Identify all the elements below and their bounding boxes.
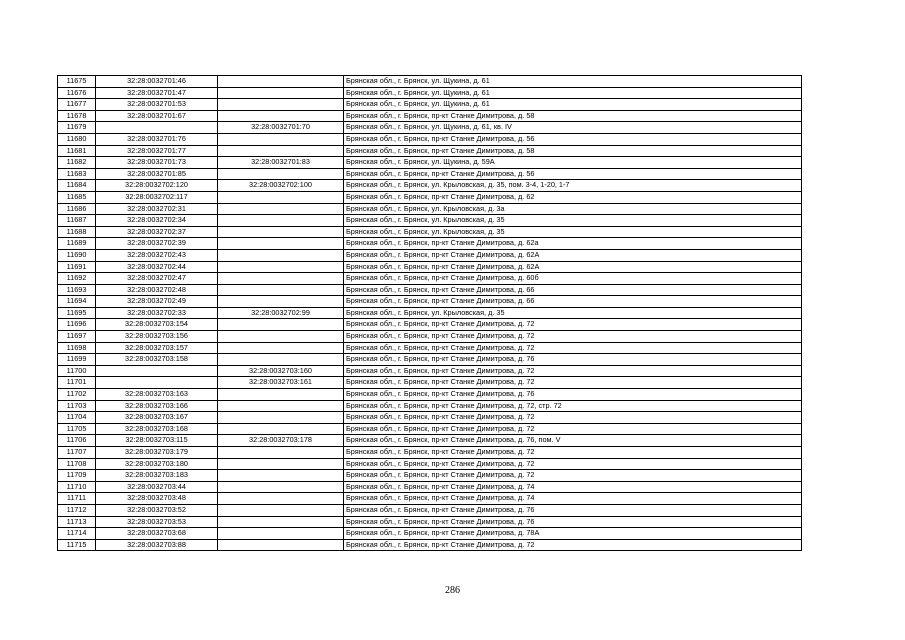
row-number-cell: 11692: [58, 273, 96, 285]
cadastral-number-cell: 32:28:0032701:46: [96, 76, 218, 88]
related-cadastral-number-cell: [218, 284, 344, 296]
cadastral-number-cell: 32:28:0032703:156: [96, 331, 218, 343]
row-number-cell: 11684: [58, 180, 96, 192]
related-cadastral-number-cell: [218, 539, 344, 551]
cadastral-number-cell: 32:28:0032702:44: [96, 261, 218, 273]
address-cell: Брянская обл., г. Брянск, пр-кт Станке Димитрова, д. 62А: [344, 261, 802, 273]
table-row: [58, 249, 802, 261]
cadastral-number-cell: 32:28:0032703:166: [96, 400, 218, 412]
related-cadastral-number-cell: [218, 423, 344, 435]
address-cell: Брянская обл., г. Брянск, пр-кт Станке Димитрова, д. 76: [344, 389, 802, 401]
table-row: [58, 365, 802, 377]
related-cadastral-number-cell: [218, 145, 344, 157]
address-cell: Брянская обл., г. Брянск, пр-кт Станке Димитрова, д. 76: [344, 354, 802, 366]
related-cadastral-number-cell: [218, 168, 344, 180]
table-row: [58, 145, 802, 157]
cadastral-number-cell: 32:28:0032701:76: [96, 133, 218, 145]
related-cadastral-number-cell: [218, 389, 344, 401]
related-cadastral-number-cell: 32:28:0032703:178: [218, 435, 344, 447]
address-cell: Брянская обл., г. Брянск, ул. Крыловская, д. 3а: [344, 203, 802, 215]
row-number-cell: 11681: [58, 145, 96, 157]
table-row: [58, 423, 802, 435]
address-cell: Брянская обл., г. Брянск, пр-кт Станке Димитрова, д. 74: [344, 493, 802, 505]
cadastral-number-cell: [96, 122, 218, 134]
table-row: [58, 377, 802, 389]
cadastral-number-cell: 32:28:0032703:167: [96, 412, 218, 424]
related-cadastral-number-cell: [218, 331, 344, 343]
row-number-cell: 11715: [58, 539, 96, 551]
row-number-cell: 11713: [58, 516, 96, 528]
cadastral-number-cell: [96, 365, 218, 377]
related-cadastral-number-cell: [218, 76, 344, 88]
address-cell: Брянская обл., г. Брянск, пр-кт Станке Димитрова, д. 62: [344, 191, 802, 203]
related-cadastral-number-cell: 32:28:0032702:99: [218, 307, 344, 319]
cadastral-number-cell: 32:28:0032702:47: [96, 273, 218, 285]
table-row: [58, 273, 802, 285]
cadastral-number-cell: 32:28:0032701:53: [96, 99, 218, 111]
address-cell: Брянская обл., г. Брянск, пр-кт Станке Димитрова, д. 76: [344, 504, 802, 516]
address-cell: Брянская обл., г. Брянск, пр-кт Станке Димитрова, д. 56: [344, 168, 802, 180]
related-cadastral-number-cell: [218, 261, 344, 273]
address-cell: Брянская обл., г. Брянск, пр-кт Станке Димитрова, д. 72: [344, 365, 802, 377]
row-number-cell: 11709: [58, 470, 96, 482]
address-cell: Брянская обл., г. Брянск, пр-кт Станке Димитрова, д. 72: [344, 377, 802, 389]
cadastral-number-cell: 32:28:0032703:52: [96, 504, 218, 516]
cadastral-number-cell: 32:28:0032702:117: [96, 191, 218, 203]
table-row: [58, 122, 802, 134]
related-cadastral-number-cell: [218, 87, 344, 99]
cadastral-number-cell: 32:28:0032703:115: [96, 435, 218, 447]
cadastral-number-cell: 32:28:0032703:168: [96, 423, 218, 435]
address-cell: Брянская обл., г. Брянск, пр-кт Станке Димитрова, д. 72: [344, 331, 802, 343]
row-number-cell: 11694: [58, 296, 96, 308]
related-cadastral-number-cell: [218, 99, 344, 111]
table-row: [58, 110, 802, 122]
records-table-body: [58, 76, 802, 551]
address-cell: Брянская обл., г. Брянск, пр-кт Станке Димитрова, д. 78А: [344, 528, 802, 540]
row-number-cell: 11678: [58, 110, 96, 122]
address-cell: Брянская обл., г. Брянск, ул. Щукина, д. 61, кв. IV: [344, 122, 802, 134]
address-cell: Брянская обл., г. Брянск, пр-кт Станке Димитрова, д. 66: [344, 284, 802, 296]
related-cadastral-number-cell: [218, 203, 344, 215]
related-cadastral-number-cell: [218, 458, 344, 470]
table-row: [58, 226, 802, 238]
table-row: [58, 261, 802, 273]
cadastral-number-cell: 32:28:0032702:33: [96, 307, 218, 319]
cadastral-number-cell: 32:28:0032703:154: [96, 319, 218, 331]
row-number-cell: 11711: [58, 493, 96, 505]
address-cell: Брянская обл., г. Брянск, пр-кт Станке Димитрова, д. 66: [344, 296, 802, 308]
table-row: [58, 168, 802, 180]
row-number-cell: 11700: [58, 365, 96, 377]
related-cadastral-number-cell: [218, 481, 344, 493]
table-row: [58, 99, 802, 111]
address-cell: Брянская обл., г. Брянск, пр-кт Станке Димитрова, д. 74: [344, 481, 802, 493]
table-row: [58, 447, 802, 459]
cadastral-number-cell: 32:28:0032703:48: [96, 493, 218, 505]
table-row: [58, 528, 802, 540]
cadastral-number-cell: 32:28:0032702:31: [96, 203, 218, 215]
related-cadastral-number-cell: [218, 133, 344, 145]
row-number-cell: 11679: [58, 122, 96, 134]
related-cadastral-number-cell: [218, 516, 344, 528]
address-cell: Брянская обл., г. Брянск, ул. Крыловская, д. 35, пом. 3-4, 1-20, 1-7: [344, 180, 802, 192]
row-number-cell: 11676: [58, 87, 96, 99]
related-cadastral-number-cell: [218, 447, 344, 459]
related-cadastral-number-cell: 32:28:0032703:160: [218, 365, 344, 377]
cadastral-number-cell: 32:28:0032703:183: [96, 470, 218, 482]
table-row: [58, 516, 802, 528]
table-row: [58, 504, 802, 516]
related-cadastral-number-cell: 32:28:0032703:161: [218, 377, 344, 389]
address-cell: Брянская обл., г. Брянск, ул. Щукина, д. 61: [344, 99, 802, 111]
cadastral-number-cell: 32:28:0032703:180: [96, 458, 218, 470]
row-number-cell: 11699: [58, 354, 96, 366]
address-cell: Брянская обл., г. Брянск, пр-кт Станке Димитрова, д. 58: [344, 110, 802, 122]
row-number-cell: 11708: [58, 458, 96, 470]
related-cadastral-number-cell: [218, 412, 344, 424]
table-row: [58, 284, 802, 296]
table-row: [58, 470, 802, 482]
row-number-cell: 11693: [58, 284, 96, 296]
row-number-cell: 11691: [58, 261, 96, 273]
row-number-cell: 11687: [58, 215, 96, 227]
related-cadastral-number-cell: [218, 273, 344, 285]
row-number-cell: 11686: [58, 203, 96, 215]
row-number-cell: 11685: [58, 191, 96, 203]
cadastral-number-cell: 32:28:0032702:43: [96, 249, 218, 261]
row-number-cell: 11712: [58, 504, 96, 516]
address-cell: Брянская обл., г. Брянск, ул. Щукина, д. 59А: [344, 157, 802, 169]
address-cell: Брянская обл., г. Брянск, пр-кт Станке Димитрова, д. 72: [344, 423, 802, 435]
row-number-cell: 11695: [58, 307, 96, 319]
related-cadastral-number-cell: [218, 470, 344, 482]
address-cell: Брянская обл., г. Брянск, ул. Щукина, д. 61: [344, 76, 802, 88]
address-cell: Брянская обл., г. Брянск, пр-кт Станке Димитрова, д. 62А: [344, 249, 802, 261]
row-number-cell: 11689: [58, 238, 96, 250]
cadastral-number-cell: 32:28:0032703:157: [96, 342, 218, 354]
table-row: [58, 481, 802, 493]
cadastral-number-cell: 32:28:0032701:47: [96, 87, 218, 99]
row-number-cell: 11703: [58, 400, 96, 412]
table-row: [58, 493, 802, 505]
related-cadastral-number-cell: [218, 400, 344, 412]
cadastral-number-cell: 32:28:0032701:85: [96, 168, 218, 180]
related-cadastral-number-cell: [218, 238, 344, 250]
table-row: [58, 319, 802, 331]
address-cell: Брянская обл., г. Брянск, пр-кт Станке Димитрова, д. 72: [344, 447, 802, 459]
cadastral-number-cell: 32:28:0032703:53: [96, 516, 218, 528]
cadastral-number-cell: 32:28:0032703:68: [96, 528, 218, 540]
table-row: [58, 539, 802, 551]
table-row: [58, 435, 802, 447]
related-cadastral-number-cell: [218, 528, 344, 540]
row-number-cell: 11677: [58, 99, 96, 111]
table-row: [58, 76, 802, 88]
related-cadastral-number-cell: [218, 354, 344, 366]
row-number-cell: 11702: [58, 389, 96, 401]
address-cell: Брянская обл., г. Брянск, пр-кт Станке Димитрова, д. 76, пом. V: [344, 435, 802, 447]
address-cell: Брянская обл., г. Брянск, пр-кт Станке Димитрова, д. 58: [344, 145, 802, 157]
address-cell: Брянская обл., г. Брянск, пр-кт Станке Димитрова, д. 72: [344, 412, 802, 424]
related-cadastral-number-cell: [218, 319, 344, 331]
address-cell: Брянская обл., г. Брянск, пр-кт Станке Димитрова, д. 72: [344, 319, 802, 331]
related-cadastral-number-cell: [218, 226, 344, 238]
table-row: [58, 296, 802, 308]
table-row: [58, 238, 802, 250]
table-row: [58, 331, 802, 343]
table-row: [58, 400, 802, 412]
row-number-cell: 11690: [58, 249, 96, 261]
related-cadastral-number-cell: 32:28:0032701:83: [218, 157, 344, 169]
table-row: [58, 389, 802, 401]
cadastral-number-cell: 32:28:0032702:120: [96, 180, 218, 192]
table-row: [58, 342, 802, 354]
row-number-cell: 11698: [58, 342, 96, 354]
page-number: 286: [445, 585, 460, 596]
related-cadastral-number-cell: [218, 493, 344, 505]
cadastral-number-cell: 32:28:0032701:67: [96, 110, 218, 122]
related-cadastral-number-cell: [218, 342, 344, 354]
row-number-cell: 11705: [58, 423, 96, 435]
table-row: [58, 458, 802, 470]
address-cell: Брянская обл., г. Брянск, ул. Щукина, д. 61: [344, 87, 802, 99]
row-number-cell: 11701: [58, 377, 96, 389]
cadastral-number-cell: 32:28:0032702:39: [96, 238, 218, 250]
address-cell: Брянская обл., г. Брянск, пр-кт Станке Димитрова, д. 62а: [344, 238, 802, 250]
address-cell: Брянская обл., г. Брянск, пр-кт Станке Димитрова, д. 72, стр. 72: [344, 400, 802, 412]
records-table: [57, 75, 802, 551]
address-cell: Брянская обл., г. Брянск, пр-кт Станке Димитрова, д. 72: [344, 470, 802, 482]
row-number-cell: 11682: [58, 157, 96, 169]
row-number-cell: 11710: [58, 481, 96, 493]
row-number-cell: 11697: [58, 331, 96, 343]
table-row: [58, 307, 802, 319]
cadastral-number-cell: [96, 377, 218, 389]
cadastral-number-cell: 32:28:0032702:49: [96, 296, 218, 308]
address-cell: Брянская обл., г. Брянск, ул. Крыловская, д. 35: [344, 307, 802, 319]
related-cadastral-number-cell: [218, 191, 344, 203]
table-row: [58, 203, 802, 215]
table-row: [58, 191, 802, 203]
related-cadastral-number-cell: 32:28:0032702:100: [218, 180, 344, 192]
cadastral-number-cell: 32:28:0032703:163: [96, 389, 218, 401]
table-row: [58, 215, 802, 227]
cadastral-number-cell: 32:28:0032702:37: [96, 226, 218, 238]
row-number-cell: 11688: [58, 226, 96, 238]
address-cell: Брянская обл., г. Брянск, пр-кт Станке Димитрова, д. 72: [344, 539, 802, 551]
table-row: [58, 180, 802, 192]
cadastral-number-cell: 32:28:0032703:44: [96, 481, 218, 493]
cadastral-number-cell: 32:28:0032703:158: [96, 354, 218, 366]
table-row: [58, 133, 802, 145]
table-row: [58, 412, 802, 424]
table-row: [58, 157, 802, 169]
row-number-cell: 11704: [58, 412, 96, 424]
row-number-cell: 11707: [58, 447, 96, 459]
cadastral-number-cell: 32:28:0032703:179: [96, 447, 218, 459]
address-cell: Брянская обл., г. Брянск, пр-кт Станке Димитрова, д. 60б: [344, 273, 802, 285]
address-cell: Брянская обл., г. Брянск, пр-кт Станке Димитрова, д. 56: [344, 133, 802, 145]
table-row: [58, 87, 802, 99]
row-number-cell: 11696: [58, 319, 96, 331]
related-cadastral-number-cell: [218, 249, 344, 261]
row-number-cell: 11680: [58, 133, 96, 145]
row-number-cell: 11675: [58, 76, 96, 88]
related-cadastral-number-cell: [218, 296, 344, 308]
address-cell: Брянская обл., г. Брянск, пр-кт Станке Димитрова, д. 76: [344, 516, 802, 528]
address-cell: Брянская обл., г. Брянск, ул. Крыловская, д. 35: [344, 215, 802, 227]
address-cell: Брянская обл., г. Брянск, ул. Крыловская, д. 35: [344, 226, 802, 238]
cadastral-number-cell: 32:28:0032701:73: [96, 157, 218, 169]
address-cell: Брянская обл., г. Брянск, пр-кт Станке Димитрова, д. 72: [344, 458, 802, 470]
row-number-cell: 11706: [58, 435, 96, 447]
cadastral-number-cell: 32:28:0032703:88: [96, 539, 218, 551]
table-row: [58, 354, 802, 366]
address-cell: Брянская обл., г. Брянск, пр-кт Станке Димитрова, д. 72: [344, 342, 802, 354]
row-number-cell: 11714: [58, 528, 96, 540]
row-number-cell: 11683: [58, 168, 96, 180]
related-cadastral-number-cell: [218, 110, 344, 122]
related-cadastral-number-cell: [218, 215, 344, 227]
cadastral-number-cell: 32:28:0032701:77: [96, 145, 218, 157]
related-cadastral-number-cell: 32:28:0032701:70: [218, 122, 344, 134]
cadastral-number-cell: 32:28:0032702:48: [96, 284, 218, 296]
related-cadastral-number-cell: [218, 504, 344, 516]
cadastral-number-cell: 32:28:0032702:34: [96, 215, 218, 227]
